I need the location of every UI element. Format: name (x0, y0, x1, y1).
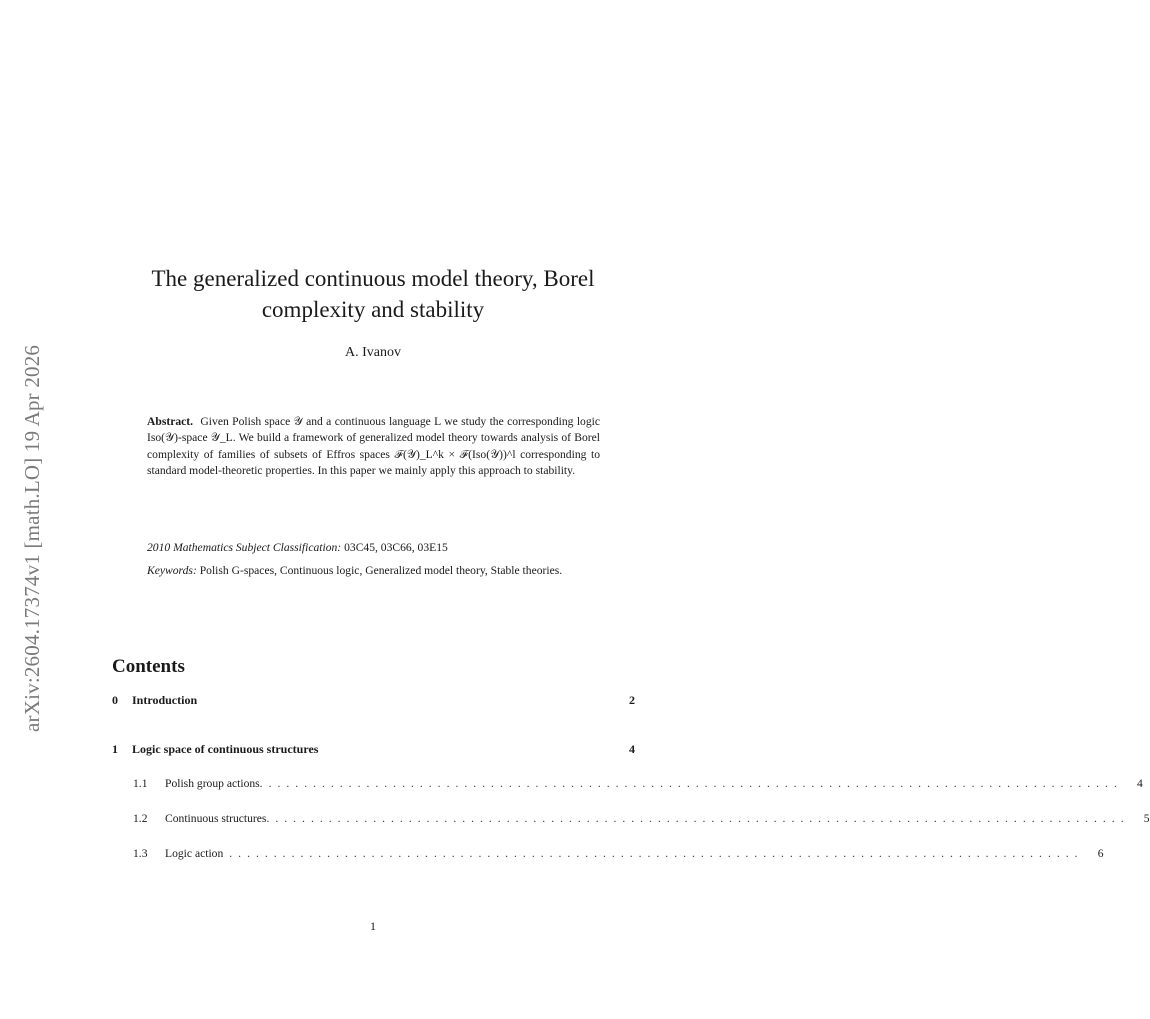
keywords-block (147, 563, 600, 579)
arxiv-identifier-stamp: arXiv:2604.17374v1 [math.LO] 19 Apr 2026 (20, 344, 44, 732)
page-number: 1 (370, 919, 376, 933)
author-name: A. Ivanov (345, 345, 401, 360)
contents-heading: Contents (112, 655, 185, 677)
toc-entry-page: 5 (1143, 812, 1150, 825)
abstract-block (147, 414, 600, 480)
toc-entry-introduction[interactable] (112, 693, 635, 711)
toc-entry-number: 0 (112, 693, 118, 707)
paper-title: The generalized continuous model theory, Borel complexity and stability (151, 266, 595, 323)
toc-entry-label: Polish group actions. (165, 777, 263, 790)
toc-leader-dots: ................................................................................................ (229, 847, 1084, 860)
toc-entry-number: 1.2 (133, 812, 148, 825)
toc-entry-page: 6 (1097, 847, 1104, 860)
toc-entry-page: 4 (1137, 777, 1143, 790)
toc-entry-page: 4 (629, 742, 635, 756)
toc-entry-number: 1.1 (133, 777, 148, 790)
abstract-heading: Abstract. (147, 415, 194, 428)
abstract-text: Given Polish space 𝒴 and a continuous language L we study the corresponding logic Iso(𝒴)-space 𝒴_L. We build a framework of generalized model theory towards analysis of Borel complexity of families of subsets of Effros spaces ℱ(𝒴)_L^k × ℱ(Iso(𝒴))^l corresponding to standard model-theoretic properties. In this paper we mainly apply this approach to stability. (147, 415, 600, 478)
msc-label: 2010 Mathematics Subject Classification: (147, 541, 342, 554)
toc-entry-number: 1.3 (133, 847, 148, 860)
keywords-label: Keywords: (147, 564, 197, 577)
toc-entry-label: Continuous structures. (165, 812, 270, 825)
toc-entry-continuous-structures[interactable] (133, 812, 1150, 830)
toc-entry-number: 1 (112, 742, 118, 756)
toc-entry-logic-space[interactable] (112, 742, 635, 760)
toc-entry-logic-action[interactable] (133, 847, 1104, 865)
msc-value: 03C45, 03C66, 03E15 (344, 541, 448, 554)
toc-leader-dots: ................................................................................................ (268, 777, 1123, 790)
keywords-value: Polish G-spaces, Continuous logic, Generalized model theory, Stable theories. (199, 564, 563, 577)
toc-entry-page: 2 (629, 693, 635, 707)
toc-entry-label: Logic space of continuous structures (132, 742, 319, 756)
toc-entry-label: Logic action (165, 847, 224, 860)
msc-classification (147, 540, 600, 556)
toc-leader-dots: ................................................................................................ (275, 812, 1130, 825)
toc-entry-polish-group-actions[interactable] (133, 777, 1143, 795)
toc-entry-label: Introduction (132, 693, 198, 707)
